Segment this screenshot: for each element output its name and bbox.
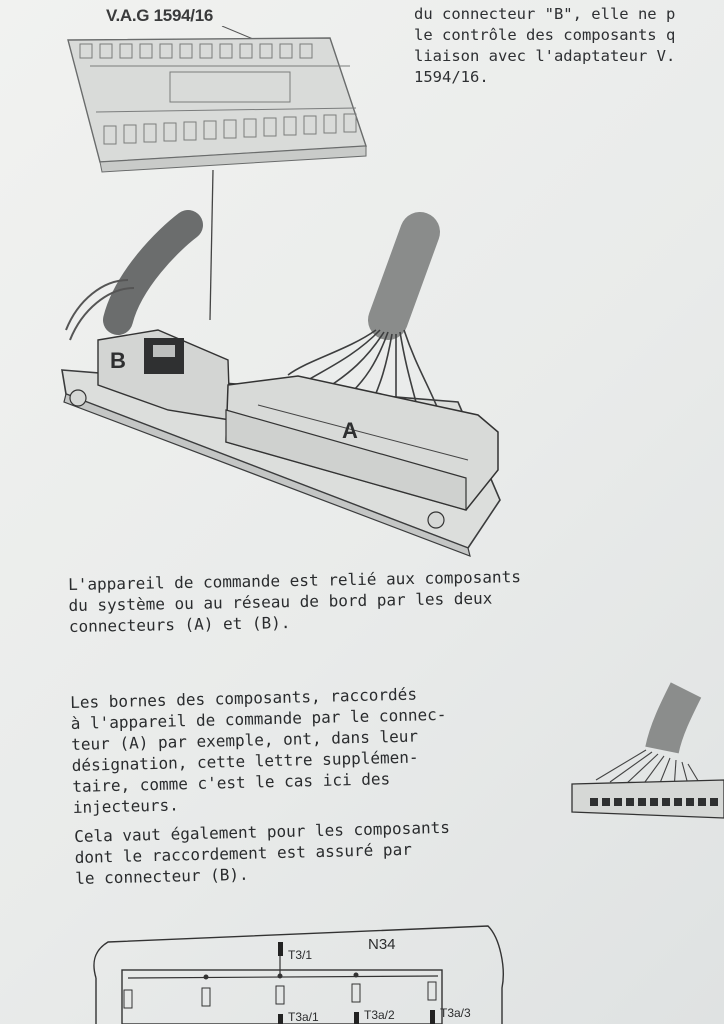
- terminal-top-label: T3/1: [288, 948, 313, 962]
- injector-connector-illustration: [566, 680, 724, 820]
- paragraph-connector-b: Cela vaut également pour les composants dont le raccordement est assuré par le connecteur (B).: [74, 817, 451, 888]
- connector-a-label: A: [342, 418, 358, 443]
- connector-b-label: B: [110, 348, 126, 373]
- continuation-text: du connecteur "B", elle ne p le contrôle des composants q liaison avec l'adaptateur V. 1594/16.: [414, 5, 676, 86]
- terminal-1-label: T3a/1: [288, 1010, 319, 1024]
- adapter-illustration: [60, 26, 380, 176]
- paragraph-connectors: L'appareil de commande est relié aux composants du système ou au réseau de bord par les deux connecteurs (A) et (B).: [68, 567, 522, 636]
- bleed-through-text: [520, 96, 534, 124]
- paragraph-terminals: Les bornes des composants, raccordés à l'appareil de commande par le connec- teur (A) par exemple, ont, dans leur désignation, cette lettre supplémen- taire, comme c'est le cas ici des injecteurs.: [70, 684, 447, 817]
- terminal-2-label: T3a/2: [364, 1008, 395, 1022]
- component-n34-label: N34: [368, 936, 396, 953]
- tool-reference-label: V.A.G 1594/16: [106, 6, 213, 25]
- terminal-3-label: T3a/3: [440, 1006, 471, 1020]
